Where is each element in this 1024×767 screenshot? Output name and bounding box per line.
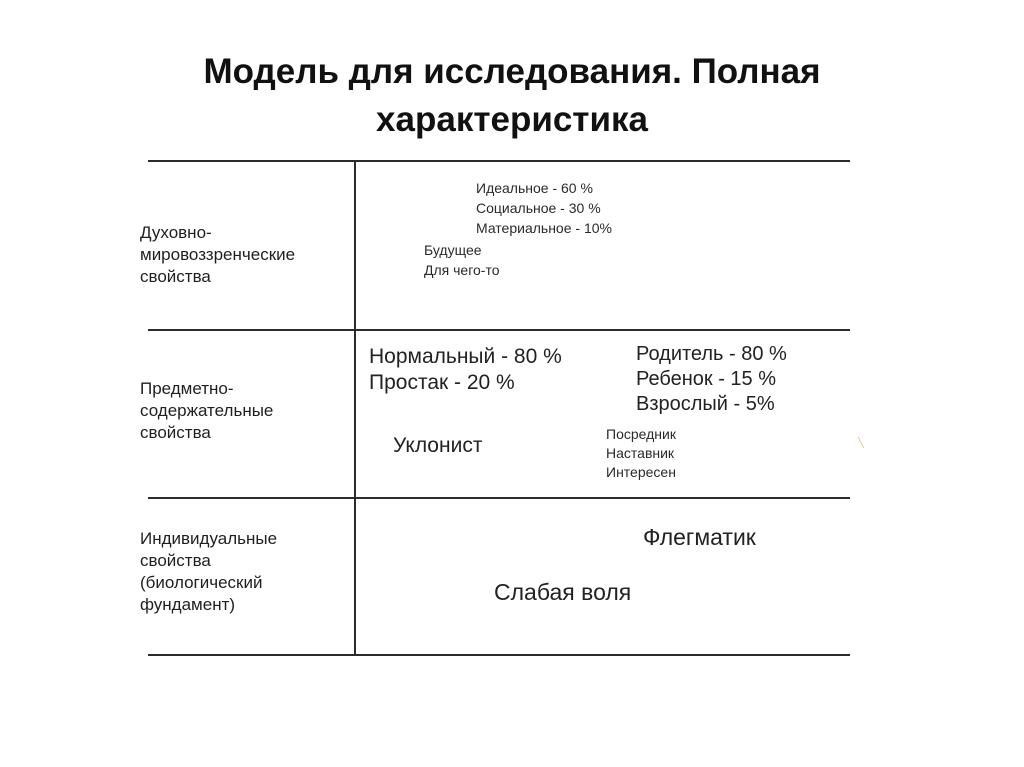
table-bottom-border: [148, 654, 850, 656]
column-divider: [354, 162, 356, 656]
value-will: Слабая воля: [494, 579, 632, 605]
values-roles: Родитель - 80 % Ребенок - 15 % Взрослый - 5%: [636, 343, 787, 415]
table-top-border: [148, 160, 850, 162]
title-line-2: характеристика: [376, 100, 648, 139]
row-label-spiritual: Духовно- мировоззренческие свойства: [140, 223, 296, 286]
row-divider-1: [148, 329, 850, 331]
value-temperament: Флегматик: [643, 524, 756, 550]
row-divider-2: [148, 497, 850, 499]
row-label-subject: Предметно- содержательные свойства: [140, 379, 274, 442]
values-positions: Посредник Наставник Интересен: [606, 426, 676, 480]
title-line-1: Модель для исследования. Полная: [203, 52, 821, 91]
values-notes: Будущее Для чего-то: [424, 242, 500, 278]
decorative-mark: ╲: [858, 438, 865, 449]
row-label-individual: Индивидуальные свойства (биологический фундамент): [140, 529, 278, 614]
slide-title: [100, 48, 924, 144]
values-percentages: Идеальное - 60 % Социальное - 30 % Материальное - 10%: [476, 180, 612, 236]
value-avoider: Уклонист: [393, 434, 483, 457]
values-types: Нормальный - 80 % Простак - 20 %: [369, 345, 562, 394]
